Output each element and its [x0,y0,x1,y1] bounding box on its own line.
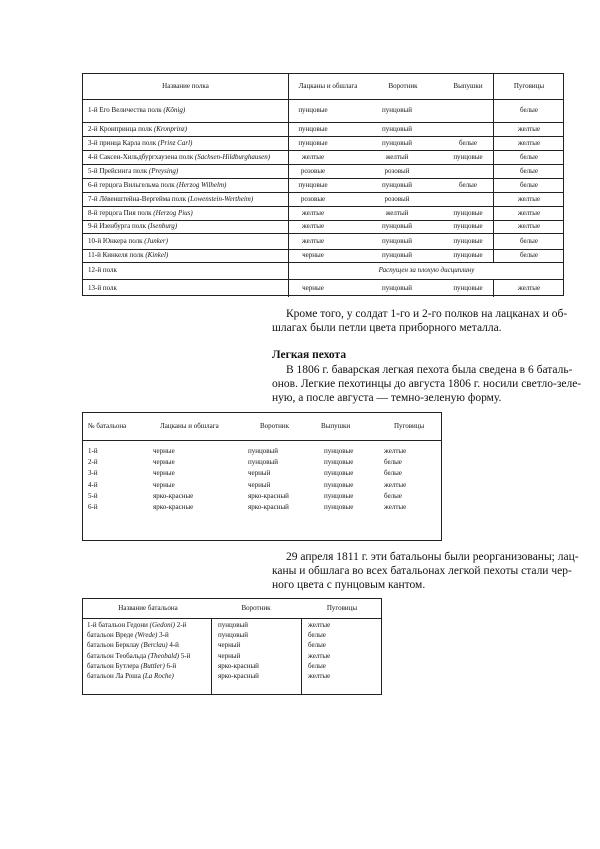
lapels-cell: желтые [301,208,325,217]
piping-cell: пунцовые [453,236,483,245]
list-item: белые [308,661,326,670]
lapels-cell: черные [302,251,324,259]
regiment-name: 11-й Кинкеля полк (Kinkel) [88,251,169,259]
lapels-cell: пунцовые [298,138,328,147]
regiment-name: 9-й Изенбурга полк (Isenburg) [88,222,178,230]
list-item: черный [218,651,241,660]
list-item: батальон Теобальда (Theobald) 5-й [87,651,191,660]
table-row [83,122,563,137]
text-line: шлагах были петли цвета приборного металла. [272,322,502,334]
piping-cell: пунцовые [453,208,483,217]
buttons-cell: желтые [517,124,541,133]
list-item: ярко-красный [248,491,289,500]
list-item: пунцовый [248,458,278,467]
collar-cell: пунцовый [382,124,412,133]
table-row [83,233,563,250]
list-item: черный [248,480,271,489]
collar-cell: пунцовый [382,251,412,259]
list-item: ярко-красный [218,672,259,681]
regiment-name: 12-й полк [88,266,117,274]
piping-cell: белые [459,180,477,189]
regiment-name: 2-й Кронпринца полк (Kronprinz) [88,124,188,133]
table-row [83,262,563,280]
col-divider [301,618,302,694]
list-item: пунцовые [324,503,354,512]
buttons-column [308,620,330,681]
table-header-row [83,599,381,619]
collar-cell: пунцовый [382,236,412,245]
buttons-cell: желтые [517,222,541,230]
buttons-cell: белые [520,251,538,259]
piping-cell: пунцовые [453,251,483,259]
merged-note-cell: Распущен за плохую дисциплину [378,266,475,274]
regiment-name: 7-й Лёвенштейна-Вергейма полк (Lowenstein-Wertheim) [88,194,254,203]
list-item: батальон Берклау (Berclau) 4-й [87,641,179,650]
buttons-cell: желтые [517,283,541,292]
collar-cell: желтый [385,208,409,217]
battalion-numbers [88,446,98,513]
regiment-name: 8-й герцога Пия полк (Herzog Pius) [88,208,193,217]
list-item: черные [153,458,175,467]
header-battalion-name: Название батальона [118,604,178,612]
regiment-name: 6-й герцога Вильгельма полк (Herzog Wilhelm) [88,180,227,189]
lapels-cell: желтые [301,222,325,230]
list-item: черный [248,469,271,478]
list-item: пунцовые [324,458,354,467]
header-piping: Выпушки [453,82,483,90]
table-header-row [83,413,441,441]
header-lapels: Лацканы и обшлага [298,82,358,90]
lapels-cell: розовые [300,166,326,175]
lapels-cell: пунцовые [298,106,328,114]
list-item: 1-й [88,447,98,455]
header-regiment-name: Название полка [162,82,209,90]
piping-cell: белые [459,138,477,147]
paragraph-lapel-loops [272,307,568,335]
list-item: пунцовые [324,480,354,489]
header-collar: Воротник [388,82,418,90]
buttons-cell: белые [520,236,538,245]
piping-cell: пунцовые [453,152,483,161]
list-item: 1-й батальон Гедони (Gedoni) 2-й [87,621,187,629]
list-item: черный [218,641,241,650]
regiment-name: 1-й Его Величества полк (Kõnig) [88,106,186,114]
buttons-cell: белые [520,152,538,161]
table-row [83,99,563,123]
buttons-cell: белые [520,180,538,189]
list-item: 2-й [88,458,98,467]
table-row [83,220,563,234]
list-item: 5-й [88,491,98,500]
header-collar: Воротник [260,422,290,430]
regiment-name: 10-й Юнкера полк (Junker) [88,236,168,245]
col-divider [211,618,212,694]
lapels-cell: пунцовые [298,180,328,189]
regiment-name: 4-й Саксен-Хильдбургхаузена полк (Sachsen-Hildburghausen) [88,152,271,161]
header-piping: Выпушки [321,422,351,430]
list-item: пунцовые [324,447,354,455]
paragraph-light-infantry [272,363,582,405]
list-item: черные [153,447,175,455]
list-item: желтые [308,651,331,660]
list-item: черные [153,480,175,489]
collar-cell: желтый [385,152,409,161]
table-row [83,279,563,297]
lapels-cell: желтые [301,152,325,161]
collar-cell: пунцовый [382,106,412,114]
collar-cell: розовый [384,166,410,175]
header-battalion-no: № батальона [88,422,127,430]
buttons-column [384,446,406,513]
collar-cell: пунцовый [382,222,412,230]
collar-cell: розовый [384,194,410,203]
lapels-cell: черные [302,283,324,292]
table-row [83,150,563,165]
regiments-table [82,73,564,296]
table-row [83,164,563,179]
lapels-cell: пунцовые [298,124,328,133]
regiment-name: 5-й Прейсинга полк (Preysing) [88,166,179,175]
text-line: В 1806 г. баварская легкая пехота была сведена в 6 баталь- [286,364,573,376]
list-item: белые [308,631,326,640]
collars-column [248,446,289,513]
list-item: пунцовые [324,491,354,500]
header-buttons: Пуговицы [513,82,545,90]
list-item: пунцовый [218,631,248,640]
text-line: 29 апреля 1811 г. эти батальоны были реорганизованы; лац- [286,551,579,563]
buttons-cell: желтые [517,194,541,203]
list-item: пунцовые [324,469,354,478]
collar-cell: пунцовый [382,180,412,189]
list-item: желтые [308,621,331,629]
text-line: ную, а после августа — темно-зеленую форму. [272,392,502,404]
list-item: ярко-красные [153,491,194,500]
list-item: желтые [384,503,407,512]
header-buttons: Пуговицы [394,422,425,430]
list-item: желтые [384,480,407,489]
piping-column [324,446,353,513]
list-item: черные [153,469,175,478]
text-line: онов. Легкие пехотинцы до августа 1806 г. носили светло-зеле- [272,378,582,390]
reorganized-battalions-table [82,598,382,695]
header-lapels: Лацканы и обшлага [160,422,219,430]
list-item: белые [308,641,326,650]
list-item: ярко-красные [153,503,194,512]
table-header-row [83,74,563,100]
list-item: ярко-красный [218,661,259,670]
list-item: батальон Бутлера (Buttler) 6-й [87,661,177,670]
lapels-cell: желтые [301,236,325,245]
table-row [83,192,563,207]
collars-column [218,620,259,681]
text-line: каны и обшлага во всех батальонах легкой пехоты стали чер- [272,565,572,577]
lapels-column [153,446,193,513]
battalion-names-column [87,620,190,681]
piping-cell: пунцовые [453,283,483,292]
paragraph-reorganization [272,550,579,592]
collar-cell: пунцовый [382,283,412,292]
regiment-name: 3-й принца Карла полк (Prinz Carl) [88,138,193,147]
table-row [83,178,563,193]
list-item: пунцовый [218,621,248,629]
piping-cell: пунцовые [453,222,483,230]
text-line: ного цвета с пунцовым кантом. [272,579,426,591]
list-item: батальон Вреде (Wrede) 3-й [87,631,169,640]
buttons-cell: белые [520,166,538,175]
list-item: желтые [384,447,407,455]
collar-cell: пунцовый [382,138,412,147]
regiment-name: 13-й полк [88,283,117,292]
list-item: белые [384,491,402,500]
list-item: ярко-красный [248,503,289,512]
list-item: 4-й [88,480,98,489]
list-item: пунцовый [248,447,278,455]
list-item: батальон Ла Роша (La Roche) [87,672,174,681]
list-item: белые [384,458,402,467]
list-item: 6-й [88,503,98,512]
header-buttons: Пуговицы [326,604,358,612]
table-row [83,136,563,151]
list-item: желтые [308,672,331,681]
header-collar: Воротник [241,604,271,612]
battalions-table [82,412,442,541]
section-heading: Легкая пехота [272,349,347,361]
text-line: Кроме того, у солдат 1-го и 2-го полков на лацканах и об- [286,308,568,320]
buttons-cell: желтые [517,208,541,217]
buttons-cell: желтые [517,138,541,147]
list-item: 3-й [88,469,98,478]
table-row [83,249,563,263]
table-row [83,206,563,221]
list-item: белые [384,469,402,478]
lapels-cell: розовые [300,194,326,203]
buttons-cell: белые [520,106,538,114]
